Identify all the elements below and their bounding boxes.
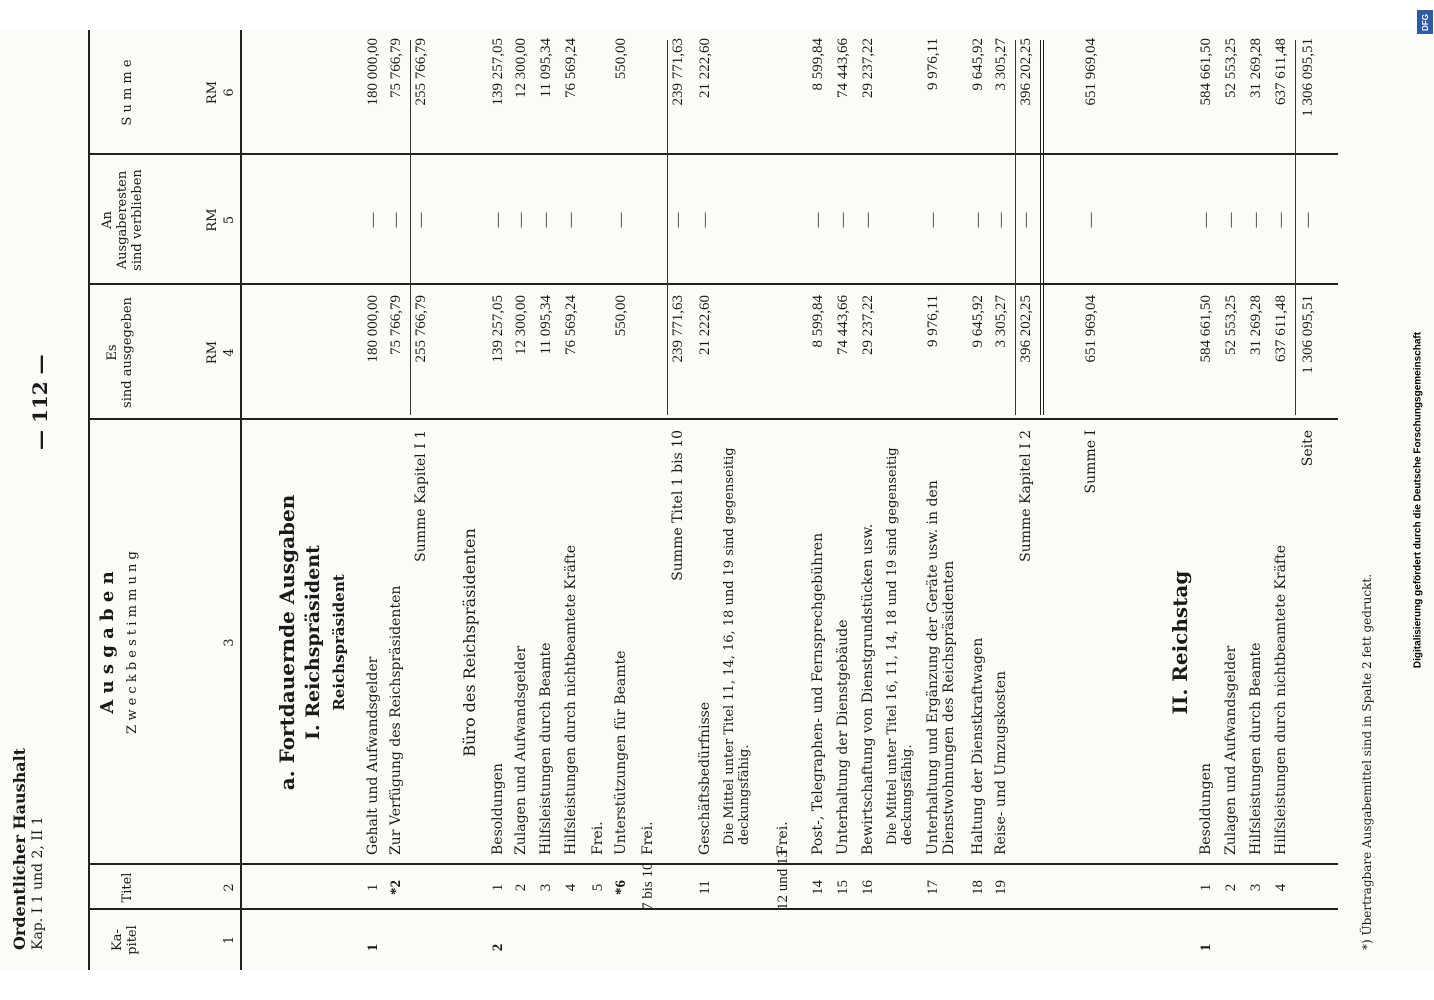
- spent-cell: 584 661,50: [1198, 295, 1214, 363]
- titel-cell: 4: [563, 883, 579, 892]
- double-rule: [1040, 40, 1041, 415]
- spent-cell: 239 771,63: [670, 295, 686, 363]
- unit-col4: RM: [205, 340, 220, 365]
- kapitel-cell: 1: [365, 943, 381, 952]
- sum-cell: 9 645,92: [970, 38, 986, 91]
- sum-cell: 651 969,04: [1083, 38, 1099, 106]
- description-cell: Zulagen und Aufwandsgelder: [1223, 645, 1239, 855]
- page-number: — 112 —: [28, 354, 52, 450]
- titel-cell: 14: [810, 880, 826, 895]
- spent-cell: 9 976,11: [925, 295, 941, 347]
- header-col4-l2: sind ausgegeben: [120, 297, 135, 408]
- sum-cell: 550,00: [613, 38, 629, 80]
- description-cell: Haltung der Dienstkraftwagen: [970, 637, 986, 855]
- sum-rule: [667, 40, 668, 415]
- sum-rule: [1015, 40, 1016, 415]
- sum-cell: 396 202,25: [1018, 38, 1034, 106]
- colnum-1: 1: [222, 935, 237, 945]
- remainder-cell: —: [970, 212, 986, 228]
- remainder-cell: —: [538, 212, 554, 228]
- section-I-subtitle: Reichspräsident: [330, 574, 348, 711]
- section-buero: Büro des Reichspräsidenten: [460, 528, 479, 757]
- description-cell: Summe Kapitel I 1: [413, 430, 429, 562]
- description-cell: Hilfsleistungen durch nichtbeamtete Kräfte: [563, 544, 579, 855]
- titel-cell: 1: [490, 883, 506, 892]
- spent-cell: 29 237,22: [860, 295, 876, 355]
- sum-rule: [410, 40, 411, 415]
- titel-cell: 1: [1198, 883, 1214, 892]
- remainder-cell: —: [365, 212, 381, 228]
- spent-cell: 31 269,28: [1248, 295, 1264, 355]
- spent-cell: 180 000,00: [365, 295, 381, 363]
- remainder-cell: —: [413, 212, 429, 228]
- remainder-cell: —: [388, 212, 404, 228]
- header-kapitel: Ka- pitel: [110, 925, 140, 955]
- section-II-title: II. Reichstag: [1168, 570, 1192, 715]
- description-cell: Seite: [1300, 430, 1316, 467]
- sum-cell: 255 766,79: [413, 38, 429, 106]
- dfg-logo: DFG: [1417, 10, 1433, 34]
- titel-cell: 12 und 13: [775, 850, 791, 910]
- remainder-cell: —: [860, 212, 876, 228]
- remainder-cell: —: [1300, 212, 1316, 228]
- sum-cell: 52 553,25: [1223, 38, 1239, 98]
- description-cell: Bewirtschaftung von Dienstgrundstücken usw.: [860, 523, 876, 855]
- sum-cell: 75 766,79: [388, 38, 404, 98]
- titel-cell: 2: [513, 883, 529, 892]
- spent-cell: 21 222,60: [697, 295, 713, 355]
- remainder-cell: —: [670, 212, 686, 228]
- description-cell: Hilfsleistungen durch nichtbeamtete Kräfte: [1273, 544, 1289, 855]
- description-cell: Besoldungen: [1198, 763, 1214, 855]
- sum-cell: 1 306 095,51: [1300, 38, 1316, 117]
- document-subtitle: Kap. I 1 und 2, II 1: [30, 816, 46, 950]
- titel-cell: 18: [970, 880, 986, 895]
- kapitel-cell: 2: [490, 943, 506, 952]
- sum-rule: [1295, 40, 1296, 415]
- titel-cell: 19: [993, 880, 1009, 895]
- description-cell: Unterstützungen für Beamte: [613, 650, 629, 855]
- description-cell: Unterhaltung der Dienstgebäude: [835, 619, 851, 855]
- titel-cell: 2: [1223, 883, 1239, 892]
- sum-cell: 21 222,60: [697, 38, 713, 98]
- unit-col6: RM: [205, 80, 220, 105]
- description-cell: Frei.: [640, 821, 656, 855]
- remainder-cell: —: [1198, 212, 1214, 228]
- spent-cell: 651 969,04: [1083, 295, 1099, 363]
- spent-cell: 52 553,25: [1223, 295, 1239, 355]
- spent-cell: 550,00: [613, 295, 629, 337]
- double-rule: [1043, 40, 1044, 415]
- description-cell: Summe I: [1083, 430, 1099, 494]
- sum-cell: 637 611,48: [1273, 38, 1289, 105]
- kapitel-cell: 1: [1198, 943, 1214, 952]
- header-col5-l1: An: [100, 211, 115, 229]
- description-cell: Summe Titel 1 bis 10: [670, 430, 686, 581]
- description-cell: Reise- und Umzugskosten: [993, 670, 1009, 855]
- description-cell: Besoldungen: [490, 763, 506, 855]
- spent-cell: 255 766,79: [413, 295, 429, 363]
- description-cell: Frei.: [775, 821, 791, 855]
- header-zweck: Z w e c k b e s t i m m u n g: [125, 551, 140, 734]
- titel-cell: 16: [860, 880, 876, 895]
- remainder-cell: —: [563, 212, 579, 228]
- titel-cell: 4: [1273, 883, 1289, 892]
- colnum-3: 3: [222, 638, 237, 647]
- section-I-title: I. Reichspräsident: [302, 545, 324, 740]
- sum-cell: 76 569,24: [563, 38, 579, 98]
- titel-cell: *6: [613, 880, 629, 895]
- footnote: *) Übertragbare Ausgabemittel sind in Spalte 2 fett gedruckt.: [1360, 573, 1374, 950]
- sum-cell: 29 237,22: [860, 38, 876, 98]
- titel-cell: 3: [538, 883, 554, 892]
- sum-cell: 74 443,66: [835, 38, 851, 98]
- description-cell: Zur Verfügung des Reichspräsidenten: [388, 585, 404, 855]
- remainder-cell: —: [835, 212, 851, 228]
- sum-cell: 584 661,50: [1198, 38, 1214, 106]
- titel-cell: 5: [590, 883, 606, 892]
- colnum-6: 6: [222, 88, 237, 97]
- sum-cell: 11 095,34: [538, 38, 554, 98]
- description-cell: Frei.: [590, 821, 606, 855]
- header-col6: S u m m e: [120, 59, 135, 126]
- spent-cell: 11 095,34: [538, 295, 554, 355]
- description-cell: Gehalt und Aufwandsgelder: [365, 656, 381, 855]
- description-cell: Die Mittel unter Titel 16, 11, 14, 18 und 19 sind gegenseitig deckungsfähig.: [885, 447, 915, 845]
- remainder-cell: —: [1018, 212, 1034, 228]
- titel-cell: 7 bis 10: [640, 862, 656, 910]
- sum-cell: 12 300,00: [513, 38, 529, 98]
- description-cell: Geschäftsbedürfnisse: [697, 701, 713, 855]
- remainder-cell: —: [513, 212, 529, 228]
- remainder-cell: —: [1223, 212, 1239, 228]
- spent-cell: 74 443,66: [835, 295, 851, 355]
- sum-cell: 8 599,84: [810, 38, 826, 91]
- remainder-cell: —: [490, 212, 506, 228]
- description-cell: Hilfsleistungen durch Beamte: [1248, 642, 1264, 855]
- spent-cell: 637 611,48: [1273, 295, 1289, 362]
- description-cell: Summe Kapitel I 2: [1018, 430, 1034, 562]
- spent-cell: 139 257,05: [490, 295, 506, 363]
- titel-cell: 17: [925, 880, 941, 895]
- spent-cell: 76 569,24: [563, 295, 579, 355]
- colnum-2: 2: [222, 883, 237, 892]
- header-col5-l2: Ausgaberesten: [115, 170, 130, 270]
- header-titel: Titel: [120, 872, 135, 903]
- header-ausgaben: A u s g a b e n: [97, 571, 118, 714]
- sum-cell: 139 257,05: [490, 38, 506, 106]
- spent-cell: 8 599,84: [810, 295, 826, 348]
- sum-cell: 9 976,11: [925, 38, 941, 90]
- spent-cell: 1 306 095,51: [1300, 295, 1316, 374]
- titel-cell: *2: [388, 880, 404, 895]
- remainder-cell: —: [993, 212, 1009, 228]
- description-cell: Unterhaltung und Ergänzung der Geräte usw. in den Dienstwohnungen des Reichspräsidenten: [925, 480, 957, 855]
- description-cell: Hilfsleistungen durch Beamte: [538, 642, 554, 855]
- titel-cell: 11: [697, 880, 713, 895]
- sum-cell: 31 269,28: [1248, 38, 1264, 98]
- header-col5-l3: sind verblieben: [130, 169, 145, 271]
- remainder-cell: —: [1083, 212, 1099, 228]
- section-a-title: a. Fortdauernde Ausgaben: [275, 494, 299, 791]
- spent-cell: 396 202,25: [1018, 295, 1034, 363]
- sum-cell: 239 771,63: [670, 38, 686, 106]
- description-cell: Zulagen und Aufwandsgelder: [513, 645, 529, 855]
- sum-cell: 3 305,27: [993, 38, 1009, 91]
- description-cell: Post-, Telegraphen- und Fernsprechgebühren: [810, 532, 826, 855]
- remainder-cell: —: [810, 212, 826, 228]
- titel-cell: 1: [365, 883, 381, 892]
- remainder-cell: —: [925, 212, 941, 228]
- remainder-cell: —: [613, 212, 629, 228]
- spent-cell: 9 645,92: [970, 295, 986, 348]
- spent-cell: 3 305,27: [993, 295, 1009, 348]
- unit-col5: RM: [205, 208, 220, 232]
- titel-cell: 3: [1248, 883, 1264, 892]
- spent-cell: 75 766,79: [388, 295, 404, 355]
- sum-cell: 180 000,00: [365, 38, 381, 106]
- titel-cell: 15: [835, 880, 851, 895]
- remainder-cell: —: [1273, 212, 1289, 228]
- spent-cell: 12 300,00: [513, 295, 529, 355]
- dfg-credit: Digitalisierung gefördert durch die Deutsche Forschungsgemeinschaft: [1412, 331, 1424, 669]
- header-col4-l1: Es: [105, 344, 120, 361]
- colnum-4: 4: [222, 348, 237, 357]
- remainder-cell: —: [1248, 212, 1264, 228]
- description-cell: Die Mittel unter Titel 11, 14, 16, 18 und 19 sind gegenseitig deckungsfähig.: [722, 447, 752, 845]
- document-page: [0, 30, 1434, 970]
- remainder-cell: —: [697, 212, 713, 228]
- colnum-5: 5: [222, 215, 237, 225]
- document-title: Ordentlicher Haushalt: [10, 747, 29, 950]
